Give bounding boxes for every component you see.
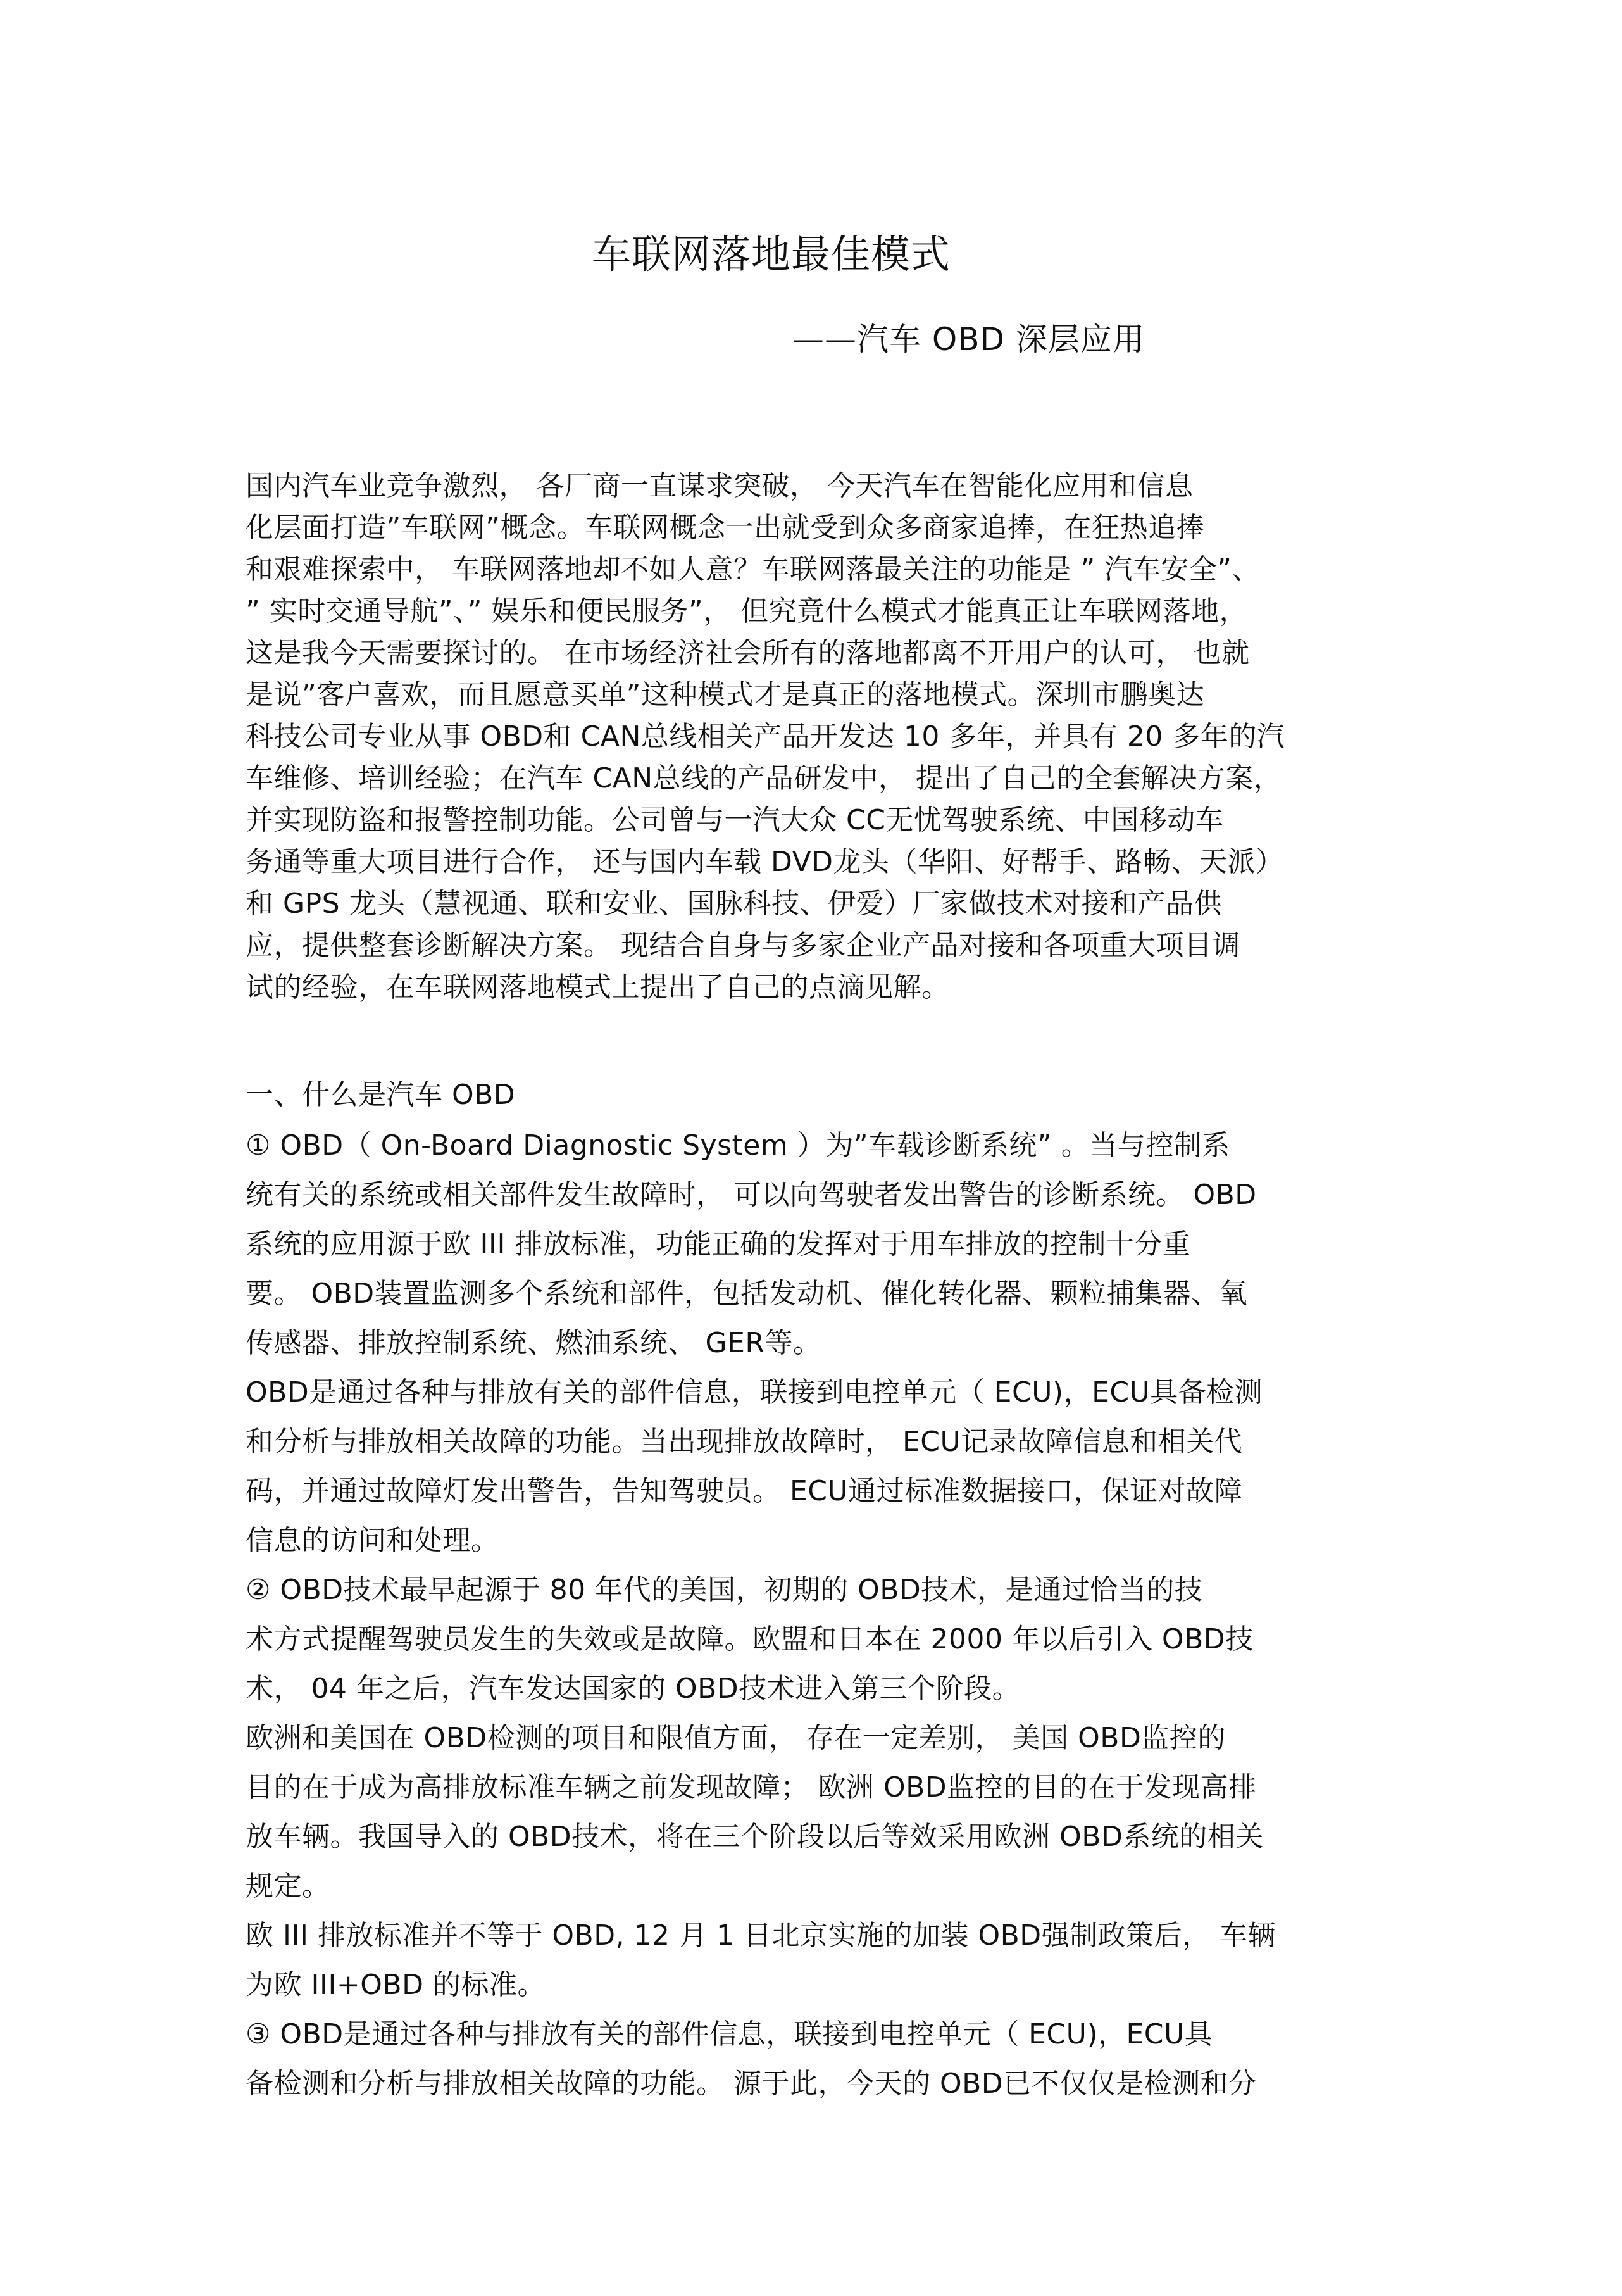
body-line: 是说”客户喜欢，而且愿意买单”这种模式才是真正的落地模式。深圳市鹏奥达 [246, 679, 1205, 711]
body-line: 车维修、培训经验；在汽车 CAN总线的产品研发中， 提出了自己的全套解决方案， [246, 762, 1282, 794]
body-line: 化层面打造”车联网”概念。车联网概念一出就受到众多商家追捧，在狂热追捧 [246, 511, 1205, 544]
body-line: 欧洲和美国在 OBD检测的项目和限值方面， 存在一定差别， 美国 OBD监控的 [246, 1722, 1226, 1754]
body-line: 国内汽车业竞争激烈， 各厂商一直谋求突破， 今天汽车在智能化应用和信息 [246, 470, 1194, 502]
body-line: ② OBD技术最早起源于 80 年代的美国，初期的 OBD技术，是通过恰当的技 [246, 1574, 1203, 1606]
body-line: ① OBD（ On-Board Diagnostic System ）为”车载诊断系统” 。当与控制系 [246, 1129, 1230, 1162]
body-line: 这是我今天需要探讨的。 在市场经济社会所有的落地都离不开用户的认可， 也就 [246, 637, 1250, 669]
body-line: 目的在于成为高排放标准车辆之前发现故障； 欧洲 OBD监控的目的在于发现高排 [246, 1771, 1257, 1804]
document-title: 车联网落地最佳模式 [592, 231, 951, 277]
body-line: 规定。 [246, 1870, 330, 1902]
body-line: 要。 OBD装置监测多个系统和部件，包括发动机、催化转化器、颗粒捕集器、氧 [246, 1277, 1248, 1310]
body-line: 一、什么是汽车 OBD [246, 1079, 516, 1111]
body-line: 术方式提醒驾驶员发生的失效或是故障。欧盟和日本在 2000 年以后引入 OBD技 [246, 1623, 1254, 1655]
body-line: 传感器、排放控制系统、燃油系统、 GER等。 [246, 1327, 821, 1359]
body-line: 放车辆。我国导入的 OBD技术，将在三个阶段以后等效采用欧洲 OBD系统的相关 [246, 1821, 1264, 1853]
body-line: 应，提供整套诊断解决方案。 现结合自身与多家企业产品对接和各项重大项目调 [246, 929, 1240, 962]
body-line: OBD是通过各种与排放有关的部件信息，联接到电控单元（ ECU)，ECU具备检测 [246, 1376, 1263, 1408]
body-line: 统有关的系统或相关部件发生故障时， 可以向驾驶者发出警告的诊断系统。 OBD [246, 1179, 1257, 1211]
body-line: ③ OBD是通过各种与排放有关的部件信息，联接到电控单元（ ECU)，ECU具 [246, 2018, 1213, 2050]
body-line: 备检测和分析与排放相关故障的功能。 源于此，今天的 OBD已不仅仅是检测和分 [246, 2067, 1257, 2100]
body-line: 码，并通过故障灯发出警告，告知驾驶员。 ECU通过标准数据接口，保证对故障 [246, 1475, 1243, 1507]
body-line: 信息的访问和处理。 [246, 1524, 499, 1557]
body-line: 并实现防盗和报警控制功能。公司曾与一汽大众 CC无忧驾驶系统、中国移动车 [246, 804, 1224, 836]
body-line: 试的经验，在车联网落地模式上提出了自己的点滴见解。 [246, 971, 950, 1003]
body-line: 和艰难探索中， 车联网落地却不如人意？车联网落最关注的功能是 ” 汽车安全”、 [246, 553, 1261, 586]
body-line: 和 GPS 龙头（慧视通、联和安业、国脉科技、伊爱）厂家做技术对接和产品供 [246, 888, 1223, 920]
body-line: 务通等重大项目进行合作， 还与国内车载 DVD龙头（华阳、好帮手、路畅、天派） [246, 846, 1284, 878]
document-subtitle: ——汽车 OBD 深层应用 [792, 321, 1145, 358]
body-line: 系统的应用源于欧 III 排放标准，功能正确的发挥对于用车排放的控制十分重 [246, 1228, 1191, 1260]
body-line: 欧 III 排放标准并不等于 OBD, 12 月 1 日北京实施的加装 OBD强制政策后， 车辆 [246, 1919, 1276, 1952]
body-line: 为欧 III+OBD 的标准。 [246, 1969, 546, 2001]
body-line: 科技公司专业从事 OBD和 CAN总线相关产品开发达 10 多年，并具有 20 多年的汽 [246, 720, 1285, 753]
body-line: 术， 04 年之后，汽车发达国家的 OBD技术进入第三个阶段。 [246, 1672, 1021, 1705]
body-line: ” 实时交通导航”、” 娱乐和便民服务”， 但究竟什么模式才能真正让车联网落地， [246, 595, 1248, 627]
body-line: 和分析与排放相关故障的功能。当出现排放故障时， ECU记录故障信息和相关代 [246, 1426, 1243, 1458]
